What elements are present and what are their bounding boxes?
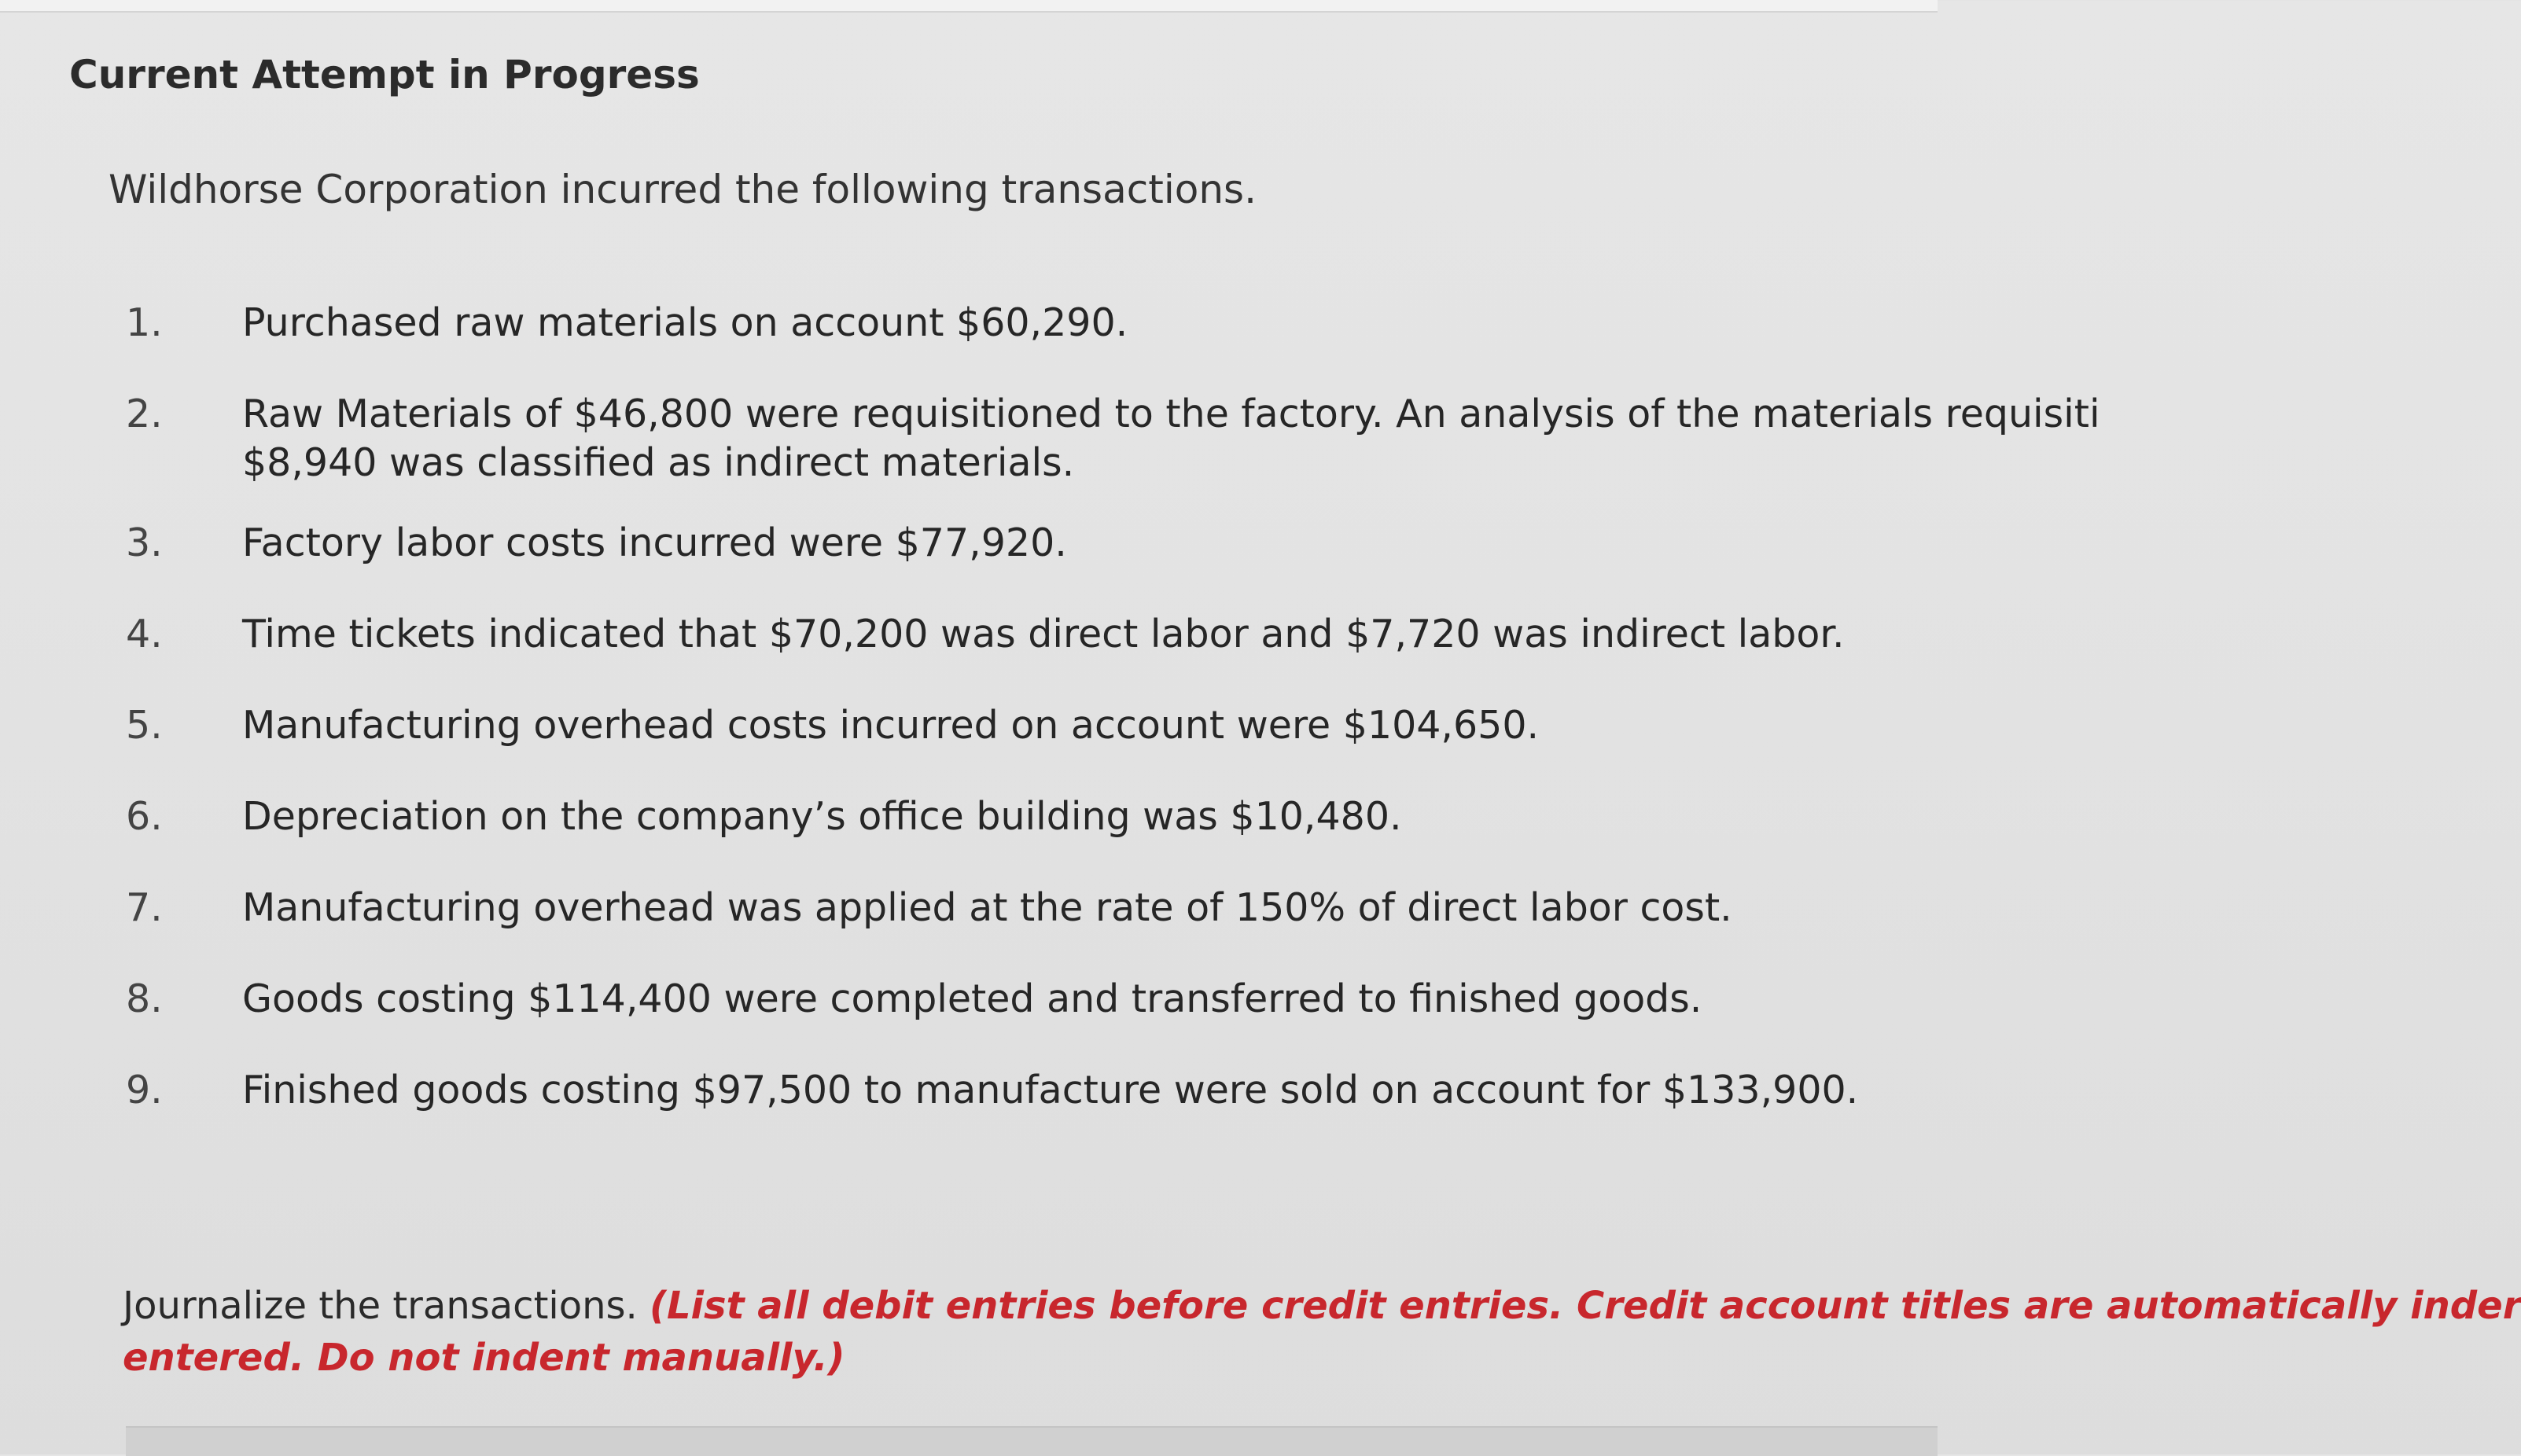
transaction-item-7 <box>126 884 1934 932</box>
top-edge <box>0 0 1938 13</box>
transaction-number: 6. <box>126 794 163 839</box>
transaction-number: 7. <box>126 885 163 930</box>
transaction-text: Raw Materials of $46,800 were requisitioned to the factory. An analysis of the materials requisiti <box>242 392 2100 436</box>
transaction-item-8 <box>126 975 1934 1024</box>
transaction-text-block <box>242 390 2100 487</box>
transaction-text: Depreciation on the company’s office building was $10,480. <box>242 794 1402 839</box>
instructions-note-continued: entered. Do not indent manually.) <box>123 1336 845 1380</box>
transaction-number: 8. <box>126 976 163 1021</box>
transaction-text: Goods costing $114,400 were completed and transferred to finished goods. <box>242 976 1702 1021</box>
transaction-text: Purchased raw materials on account $60,290. <box>242 300 1128 345</box>
problem-intro: Wildhorse Corporation incurred the following transactions. <box>109 167 1257 212</box>
instructions <box>123 1280 2521 1384</box>
transaction-number: 2. <box>126 392 163 436</box>
transaction-number: 4. <box>126 612 163 656</box>
transaction-number: 1. <box>126 300 163 345</box>
instructions-line-1 <box>123 1280 2521 1332</box>
transaction-item-9 <box>126 1066 1934 1115</box>
transaction-item-6 <box>126 792 1934 841</box>
transaction-text: Manufacturing overhead costs incurred on account were $104,650. <box>242 703 1540 748</box>
instructions-lead: Journalize the transactions. <box>123 1284 650 1328</box>
transaction-text: Time tickets indicated that $70,200 was direct labor and $7,720 was indirect labor. <box>242 612 1845 656</box>
transactions-list <box>126 299 2100 1157</box>
transaction-number: 5. <box>126 703 163 748</box>
transaction-number: 9. <box>126 1068 163 1112</box>
transaction-text: Factory labor costs incurred were $77,920. <box>242 520 1067 565</box>
transaction-text: Finished goods costing $97,500 to manufacture were sold on account for $133,900. <box>242 1068 1859 1112</box>
transaction-item-3 <box>126 519 1934 568</box>
instructions-note: (List all debit entries before credit entries. Credit account titles are automatically inder <box>650 1284 2521 1328</box>
transaction-text-continued: $8,940 was classified as indirect materials. <box>242 440 1075 485</box>
transaction-item-4 <box>126 610 1934 659</box>
transaction-text: Manufacturing overhead was applied at the rate of 150% of direct labor cost. <box>242 885 1732 930</box>
transaction-item-2 <box>126 390 2100 487</box>
instructions-line-2 <box>123 1332 1931 1384</box>
transaction-number: 3. <box>126 520 163 565</box>
transaction-item-1 <box>126 299 1934 347</box>
journal-entry-table-edge <box>126 1426 1938 1456</box>
attempt-heading: Current Attempt in Progress <box>69 52 700 97</box>
transaction-item-5 <box>126 701 1934 750</box>
